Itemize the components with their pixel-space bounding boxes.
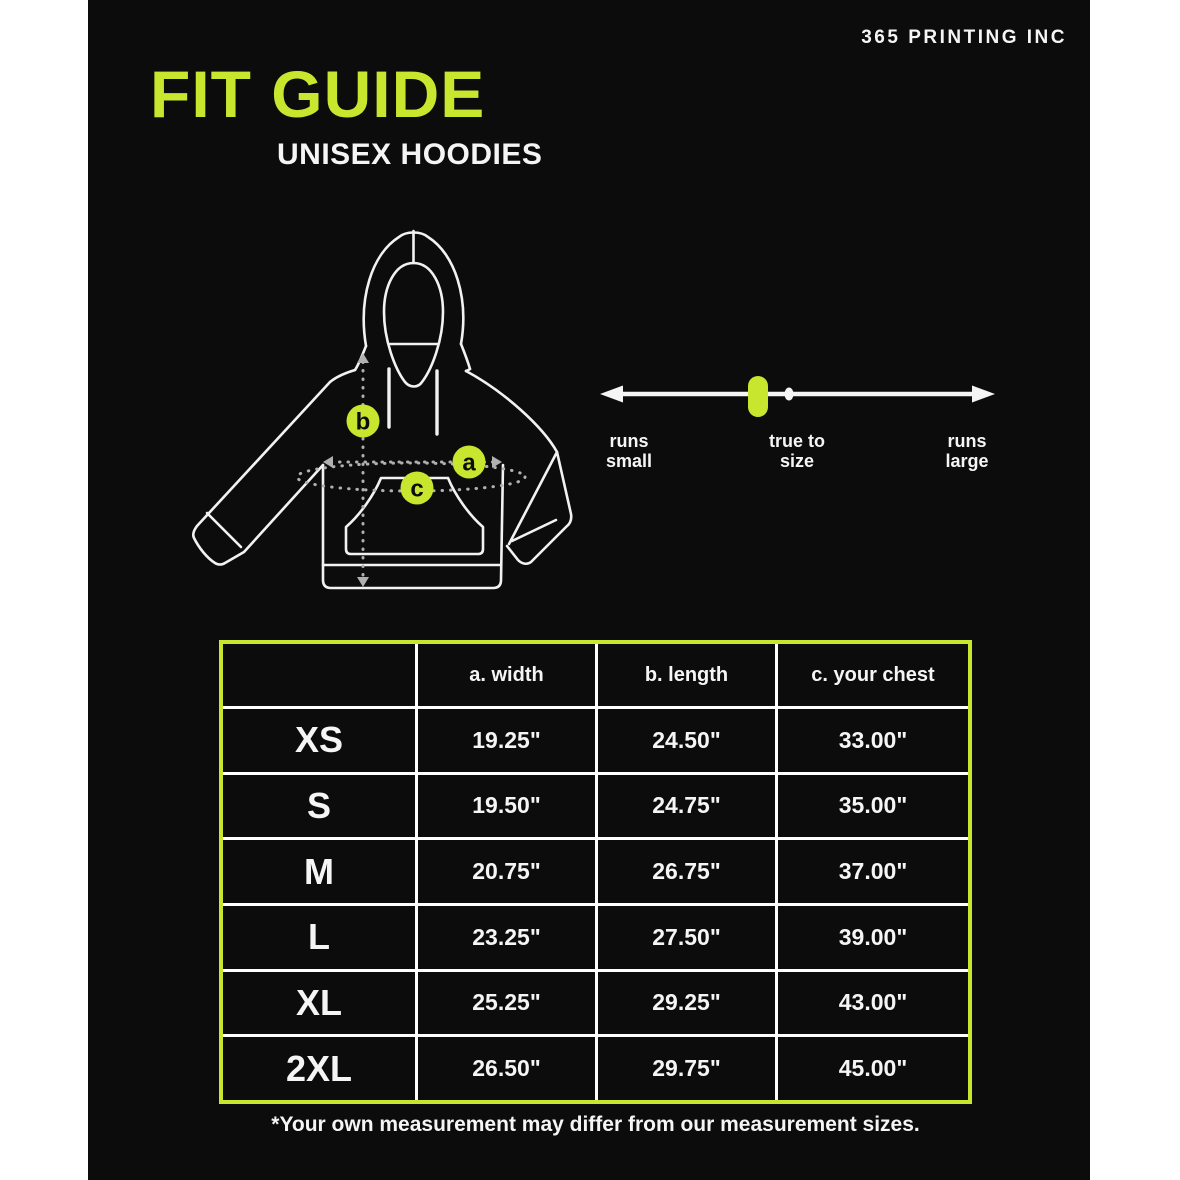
l-length: 27.50": [598, 906, 775, 969]
scale-label-true-to-size: [727, 431, 867, 471]
s-width: 19.50": [418, 775, 595, 838]
xs-chest: 33.00": [778, 709, 968, 772]
scale-arrow-right: [972, 386, 995, 403]
size-label-l: L: [223, 906, 415, 969]
xl-length: 29.25": [598, 972, 775, 1035]
scale-center-dot: [785, 388, 794, 401]
runs-small-line1: runs: [609, 431, 649, 451]
l-width: 23.25": [418, 906, 595, 969]
footnote: *Your own measurement may differ from our measurement sizes.: [271, 1113, 920, 1136]
marker-a: [453, 446, 486, 479]
hood-base-right: [461, 344, 470, 369]
m-chest: 37.00": [778, 840, 968, 903]
true-to-size-line2: size: [779, 451, 815, 471]
left-cuff-line: [207, 513, 241, 547]
table-corner-cell: [223, 644, 415, 706]
face-opening: [384, 263, 443, 387]
fit-scale: [590, 360, 1010, 425]
s-length: 24.75": [598, 775, 775, 838]
s-chest: 35.00": [778, 775, 968, 838]
marker-b: [347, 405, 380, 438]
length-arrow-up: [357, 353, 369, 363]
left-sleeve: [193, 382, 330, 565]
runs-large-line2: large: [945, 451, 989, 471]
marker-b-label: b: [355, 408, 371, 436]
runs-small-line2: small: [605, 451, 653, 471]
2xl-chest: 45.00": [778, 1037, 968, 1100]
marker-c-label: c: [410, 475, 424, 503]
shoulder-left: [330, 370, 355, 382]
2xl-length: 29.75": [598, 1037, 775, 1100]
2xl-width: 26.50": [418, 1037, 595, 1100]
width-arrow-right: [492, 456, 502, 468]
l-chest: 39.00": [778, 906, 968, 969]
m-width: 20.75": [418, 840, 595, 903]
brand-text: 365 PRINTING INC: [861, 27, 1067, 48]
size-label-m: M: [223, 840, 415, 903]
length-arrow-down: [357, 577, 369, 587]
size-table: [219, 640, 972, 1104]
true-to-size-line1: true to: [769, 431, 825, 451]
width-arrow-left: [323, 456, 333, 468]
table-header-length: b. length: [598, 644, 775, 706]
scale-indicator-pill: [748, 376, 768, 417]
size-label-xs: XS: [223, 709, 415, 772]
hoodie-diagram: [170, 222, 590, 602]
marker-c: [401, 472, 434, 505]
xl-width: 25.25": [418, 972, 595, 1035]
page-title: FIT GUIDE: [150, 57, 486, 131]
marker-a-label: a: [462, 449, 476, 477]
xs-length: 24.50": [598, 709, 775, 772]
size-label-s: S: [223, 775, 415, 838]
xs-width: 19.25": [418, 709, 595, 772]
scale-label-runs-small: [559, 431, 699, 471]
xl-chest: 43.00": [778, 972, 968, 1035]
page-subtitle: UNISEX HOODIES: [277, 138, 543, 171]
runs-large-line1: runs: [947, 431, 987, 451]
table-header-width: a. width: [418, 644, 595, 706]
scale-label-runs-large: [897, 431, 1037, 471]
scale-arrow-left: [600, 386, 623, 403]
m-length: 26.75": [598, 840, 775, 903]
size-label-xl: XL: [223, 972, 415, 1035]
table-header-chest: c. your chest: [778, 644, 968, 706]
size-label-2xl: 2XL: [223, 1037, 415, 1100]
